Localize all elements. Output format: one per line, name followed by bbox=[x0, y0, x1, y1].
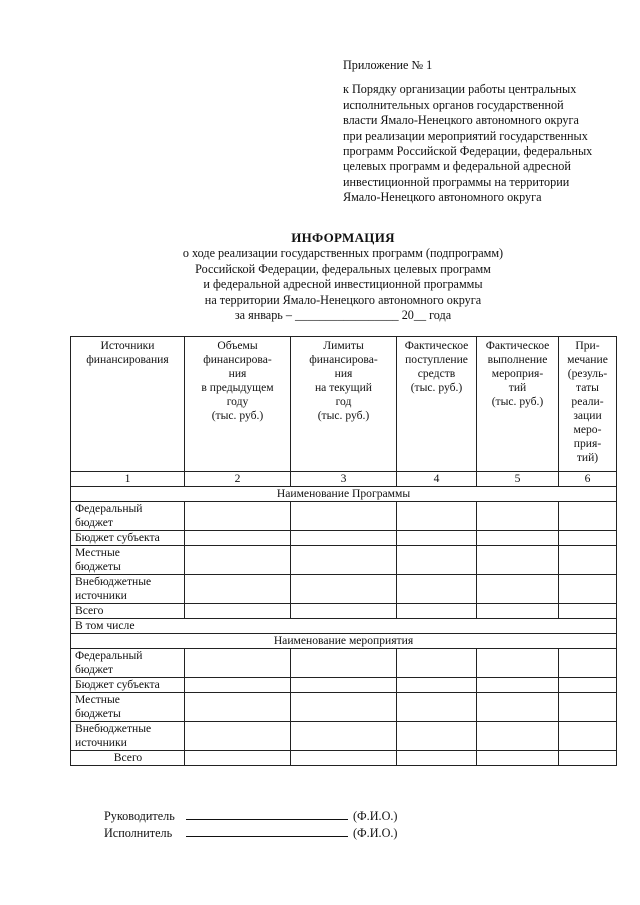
header-line: поступление bbox=[405, 353, 468, 366]
report-table bbox=[70, 336, 617, 766]
data-cell[interactable] bbox=[185, 546, 291, 575]
data-cell[interactable] bbox=[559, 546, 617, 575]
data-cell[interactable] bbox=[185, 604, 291, 619]
header-line: Источники bbox=[100, 339, 155, 352]
column-number: 3 bbox=[291, 472, 397, 487]
column-number: 1 bbox=[71, 472, 185, 487]
including-label: В том числе bbox=[71, 619, 617, 634]
head-signature-row bbox=[104, 808, 398, 825]
head-name-hint: (Ф.И.О.) bbox=[353, 809, 398, 823]
data-cell[interactable] bbox=[291, 531, 397, 546]
section-header-row bbox=[71, 487, 617, 502]
section-header-row bbox=[71, 634, 617, 649]
row-label-line: источники bbox=[75, 589, 127, 602]
row-label bbox=[71, 546, 185, 575]
data-cell[interactable] bbox=[291, 575, 397, 604]
data-cell[interactable] bbox=[185, 531, 291, 546]
row-label bbox=[71, 502, 185, 531]
table-row bbox=[71, 649, 617, 678]
row-label: Бюджет субъекта bbox=[71, 678, 185, 693]
header-note bbox=[559, 337, 617, 472]
header-line: Объемы bbox=[217, 339, 258, 352]
data-cell[interactable] bbox=[559, 722, 617, 751]
data-cell[interactable] bbox=[291, 649, 397, 678]
data-cell[interactable] bbox=[477, 722, 559, 751]
column-number: 5 bbox=[477, 472, 559, 487]
header-row bbox=[71, 337, 617, 472]
title-line: Российской Федерации, федеральных целевых программ bbox=[195, 261, 491, 276]
header-line: Лимиты bbox=[323, 339, 364, 352]
data-cell[interactable] bbox=[477, 649, 559, 678]
header-line: (тыс. руб.) bbox=[211, 409, 264, 422]
data-cell[interactable] bbox=[477, 751, 559, 766]
row-label-line: Внебюджетные bbox=[75, 575, 152, 588]
executor-label: Исполнитель bbox=[104, 825, 173, 840]
header-line: При- bbox=[575, 339, 600, 352]
header-line: реали- bbox=[571, 395, 604, 408]
data-cell[interactable] bbox=[559, 502, 617, 531]
data-cell[interactable] bbox=[397, 649, 477, 678]
head-signature-line[interactable] bbox=[186, 808, 348, 820]
header-line: ния bbox=[228, 367, 247, 380]
row-label-line: Федеральный bbox=[75, 649, 143, 662]
column-numbers-row bbox=[71, 472, 617, 487]
row-label: Бюджет субъекта bbox=[71, 531, 185, 546]
table-row bbox=[71, 531, 617, 546]
measure-name-heading: Наименование мероприятия bbox=[71, 634, 617, 649]
header-line: тий) bbox=[576, 451, 599, 464]
data-cell[interactable] bbox=[185, 722, 291, 751]
data-cell[interactable] bbox=[559, 531, 617, 546]
data-cell[interactable] bbox=[477, 693, 559, 722]
row-label: Всего bbox=[71, 604, 185, 619]
data-cell[interactable] bbox=[477, 502, 559, 531]
data-cell[interactable] bbox=[291, 502, 397, 531]
title-period-line: за январь – _________________ 20__ года bbox=[234, 308, 452, 323]
row-label-line: Местные bbox=[75, 546, 120, 559]
header-prev-year-volumes bbox=[185, 337, 291, 472]
row-label-line: бюджеты bbox=[75, 707, 121, 720]
header-line: Фактическое bbox=[485, 339, 550, 352]
signature-block bbox=[104, 808, 398, 842]
data-cell[interactable] bbox=[397, 531, 477, 546]
data-cell[interactable] bbox=[477, 531, 559, 546]
table-row bbox=[71, 678, 617, 693]
header-line: (тыс. руб.) bbox=[491, 395, 544, 408]
data-cell[interactable] bbox=[185, 678, 291, 693]
column-number: 6 bbox=[559, 472, 617, 487]
data-cell[interactable] bbox=[477, 678, 559, 693]
header-line: прия- bbox=[573, 437, 602, 450]
row-label-line: бюджеты bbox=[75, 560, 121, 573]
title-line: о ходе реализации государственных программ (подпрограмм) bbox=[182, 246, 504, 261]
data-cell[interactable] bbox=[185, 575, 291, 604]
row-label-line: Внебюджетные bbox=[75, 722, 152, 735]
data-cell[interactable] bbox=[559, 575, 617, 604]
header-line: меро- bbox=[573, 423, 602, 436]
header-line: финансирова- bbox=[309, 353, 378, 366]
appendix-line: власти Ямало-Ненецкого автономного округа bbox=[343, 113, 579, 128]
header-current-limits bbox=[291, 337, 397, 472]
data-cell[interactable] bbox=[397, 693, 477, 722]
data-cell[interactable] bbox=[397, 575, 477, 604]
data-cell[interactable] bbox=[397, 546, 477, 575]
header-line: Фактическое bbox=[404, 339, 469, 352]
title-heading: ИНФОРМАЦИЯ bbox=[291, 230, 395, 245]
header-actual-execution bbox=[477, 337, 559, 472]
executor-signature-row bbox=[104, 825, 398, 842]
appendix-line: к Порядку организации работы центральных bbox=[343, 82, 577, 97]
header-line: на текущий bbox=[314, 381, 373, 394]
row-label-line: Федеральный bbox=[75, 502, 143, 515]
header-line: году bbox=[226, 395, 249, 408]
data-cell[interactable] bbox=[185, 693, 291, 722]
data-cell[interactable] bbox=[291, 546, 397, 575]
data-cell[interactable] bbox=[291, 722, 397, 751]
total-label: Всего bbox=[71, 751, 185, 766]
title-line: на территории Ямало-Ненецкого автономного округа bbox=[204, 292, 482, 307]
data-cell[interactable] bbox=[397, 678, 477, 693]
row-label bbox=[71, 693, 185, 722]
data-cell[interactable] bbox=[559, 649, 617, 678]
column-number: 4 bbox=[397, 472, 477, 487]
appendix-line: исполнительных органов государственной bbox=[343, 97, 564, 112]
header-line: выполнение bbox=[487, 353, 548, 366]
row-label-line: источники bbox=[75, 736, 127, 749]
header-line: ния bbox=[334, 367, 353, 380]
data-cell[interactable] bbox=[397, 502, 477, 531]
header-line: финансирования bbox=[86, 353, 169, 366]
row-label-line: Местные bbox=[75, 693, 120, 706]
data-cell[interactable] bbox=[291, 678, 397, 693]
row-label bbox=[71, 575, 185, 604]
appendix-line: программ Российской Федерации, федеральных bbox=[343, 144, 593, 159]
data-cell[interactable] bbox=[559, 678, 617, 693]
header-sources bbox=[71, 337, 185, 472]
header-line: (тыс. руб.) bbox=[317, 409, 370, 422]
table-row bbox=[71, 575, 617, 604]
appendix-line: целевых программ и федеральной адресной bbox=[343, 159, 571, 174]
total-row bbox=[71, 751, 617, 766]
header-line: мероприя- bbox=[491, 367, 544, 380]
appendix-line: инвестиционной программы на территории bbox=[343, 174, 570, 189]
data-cell[interactable] bbox=[291, 693, 397, 722]
data-cell[interactable] bbox=[397, 604, 477, 619]
data-cell[interactable] bbox=[185, 502, 291, 531]
header-line: год bbox=[335, 395, 352, 408]
header-line: мечание bbox=[567, 353, 608, 366]
row-label bbox=[71, 649, 185, 678]
data-cell[interactable] bbox=[291, 751, 397, 766]
data-cell[interactable] bbox=[185, 649, 291, 678]
appendix-line: при реализации мероприятий государственных bbox=[343, 128, 588, 143]
header-line: (тыс. руб.) bbox=[410, 381, 463, 394]
row-label-line: бюджет bbox=[75, 516, 113, 529]
head-label: Руководитель bbox=[104, 809, 175, 823]
column-number: 2 bbox=[185, 472, 291, 487]
data-cell[interactable] bbox=[291, 604, 397, 619]
data-cell[interactable] bbox=[477, 575, 559, 604]
title-line: и федеральной адресной инвестиционной программы bbox=[203, 277, 483, 292]
header-line: средств bbox=[417, 367, 456, 380]
header-line: (резуль- bbox=[567, 367, 608, 380]
header-line: зации bbox=[573, 409, 602, 422]
data-cell[interactable] bbox=[185, 751, 291, 766]
data-cell[interactable] bbox=[559, 604, 617, 619]
program-name-heading: Наименование Программы bbox=[71, 487, 617, 502]
table-row bbox=[71, 502, 617, 531]
data-cell[interactable] bbox=[477, 546, 559, 575]
appendix-line: Ямало-Ненецкого автономного округа bbox=[343, 190, 542, 205]
executor-signature-line[interactable] bbox=[186, 825, 348, 837]
table-row bbox=[71, 604, 617, 619]
executor-name-hint: (Ф.И.О.) bbox=[353, 825, 398, 840]
header-actual-receipt bbox=[397, 337, 477, 472]
document-title bbox=[70, 230, 616, 323]
header-line: таты bbox=[576, 381, 599, 394]
table-row bbox=[71, 546, 617, 575]
header-line: тий bbox=[508, 381, 527, 394]
data-cell[interactable] bbox=[397, 751, 477, 766]
data-cell[interactable] bbox=[477, 604, 559, 619]
including-row bbox=[71, 619, 617, 634]
appendix-number: Приложение № 1 bbox=[343, 58, 433, 72]
header-line: в предыдущем bbox=[201, 381, 274, 394]
appendix-note bbox=[343, 58, 633, 206]
header-line: финансирова- bbox=[203, 353, 272, 366]
data-cell[interactable] bbox=[559, 751, 617, 766]
row-label-line: бюджет bbox=[75, 663, 113, 676]
data-cell[interactable] bbox=[397, 722, 477, 751]
row-label bbox=[71, 722, 185, 751]
data-cell[interactable] bbox=[559, 693, 617, 722]
table-row bbox=[71, 693, 617, 722]
table-row bbox=[71, 722, 617, 751]
